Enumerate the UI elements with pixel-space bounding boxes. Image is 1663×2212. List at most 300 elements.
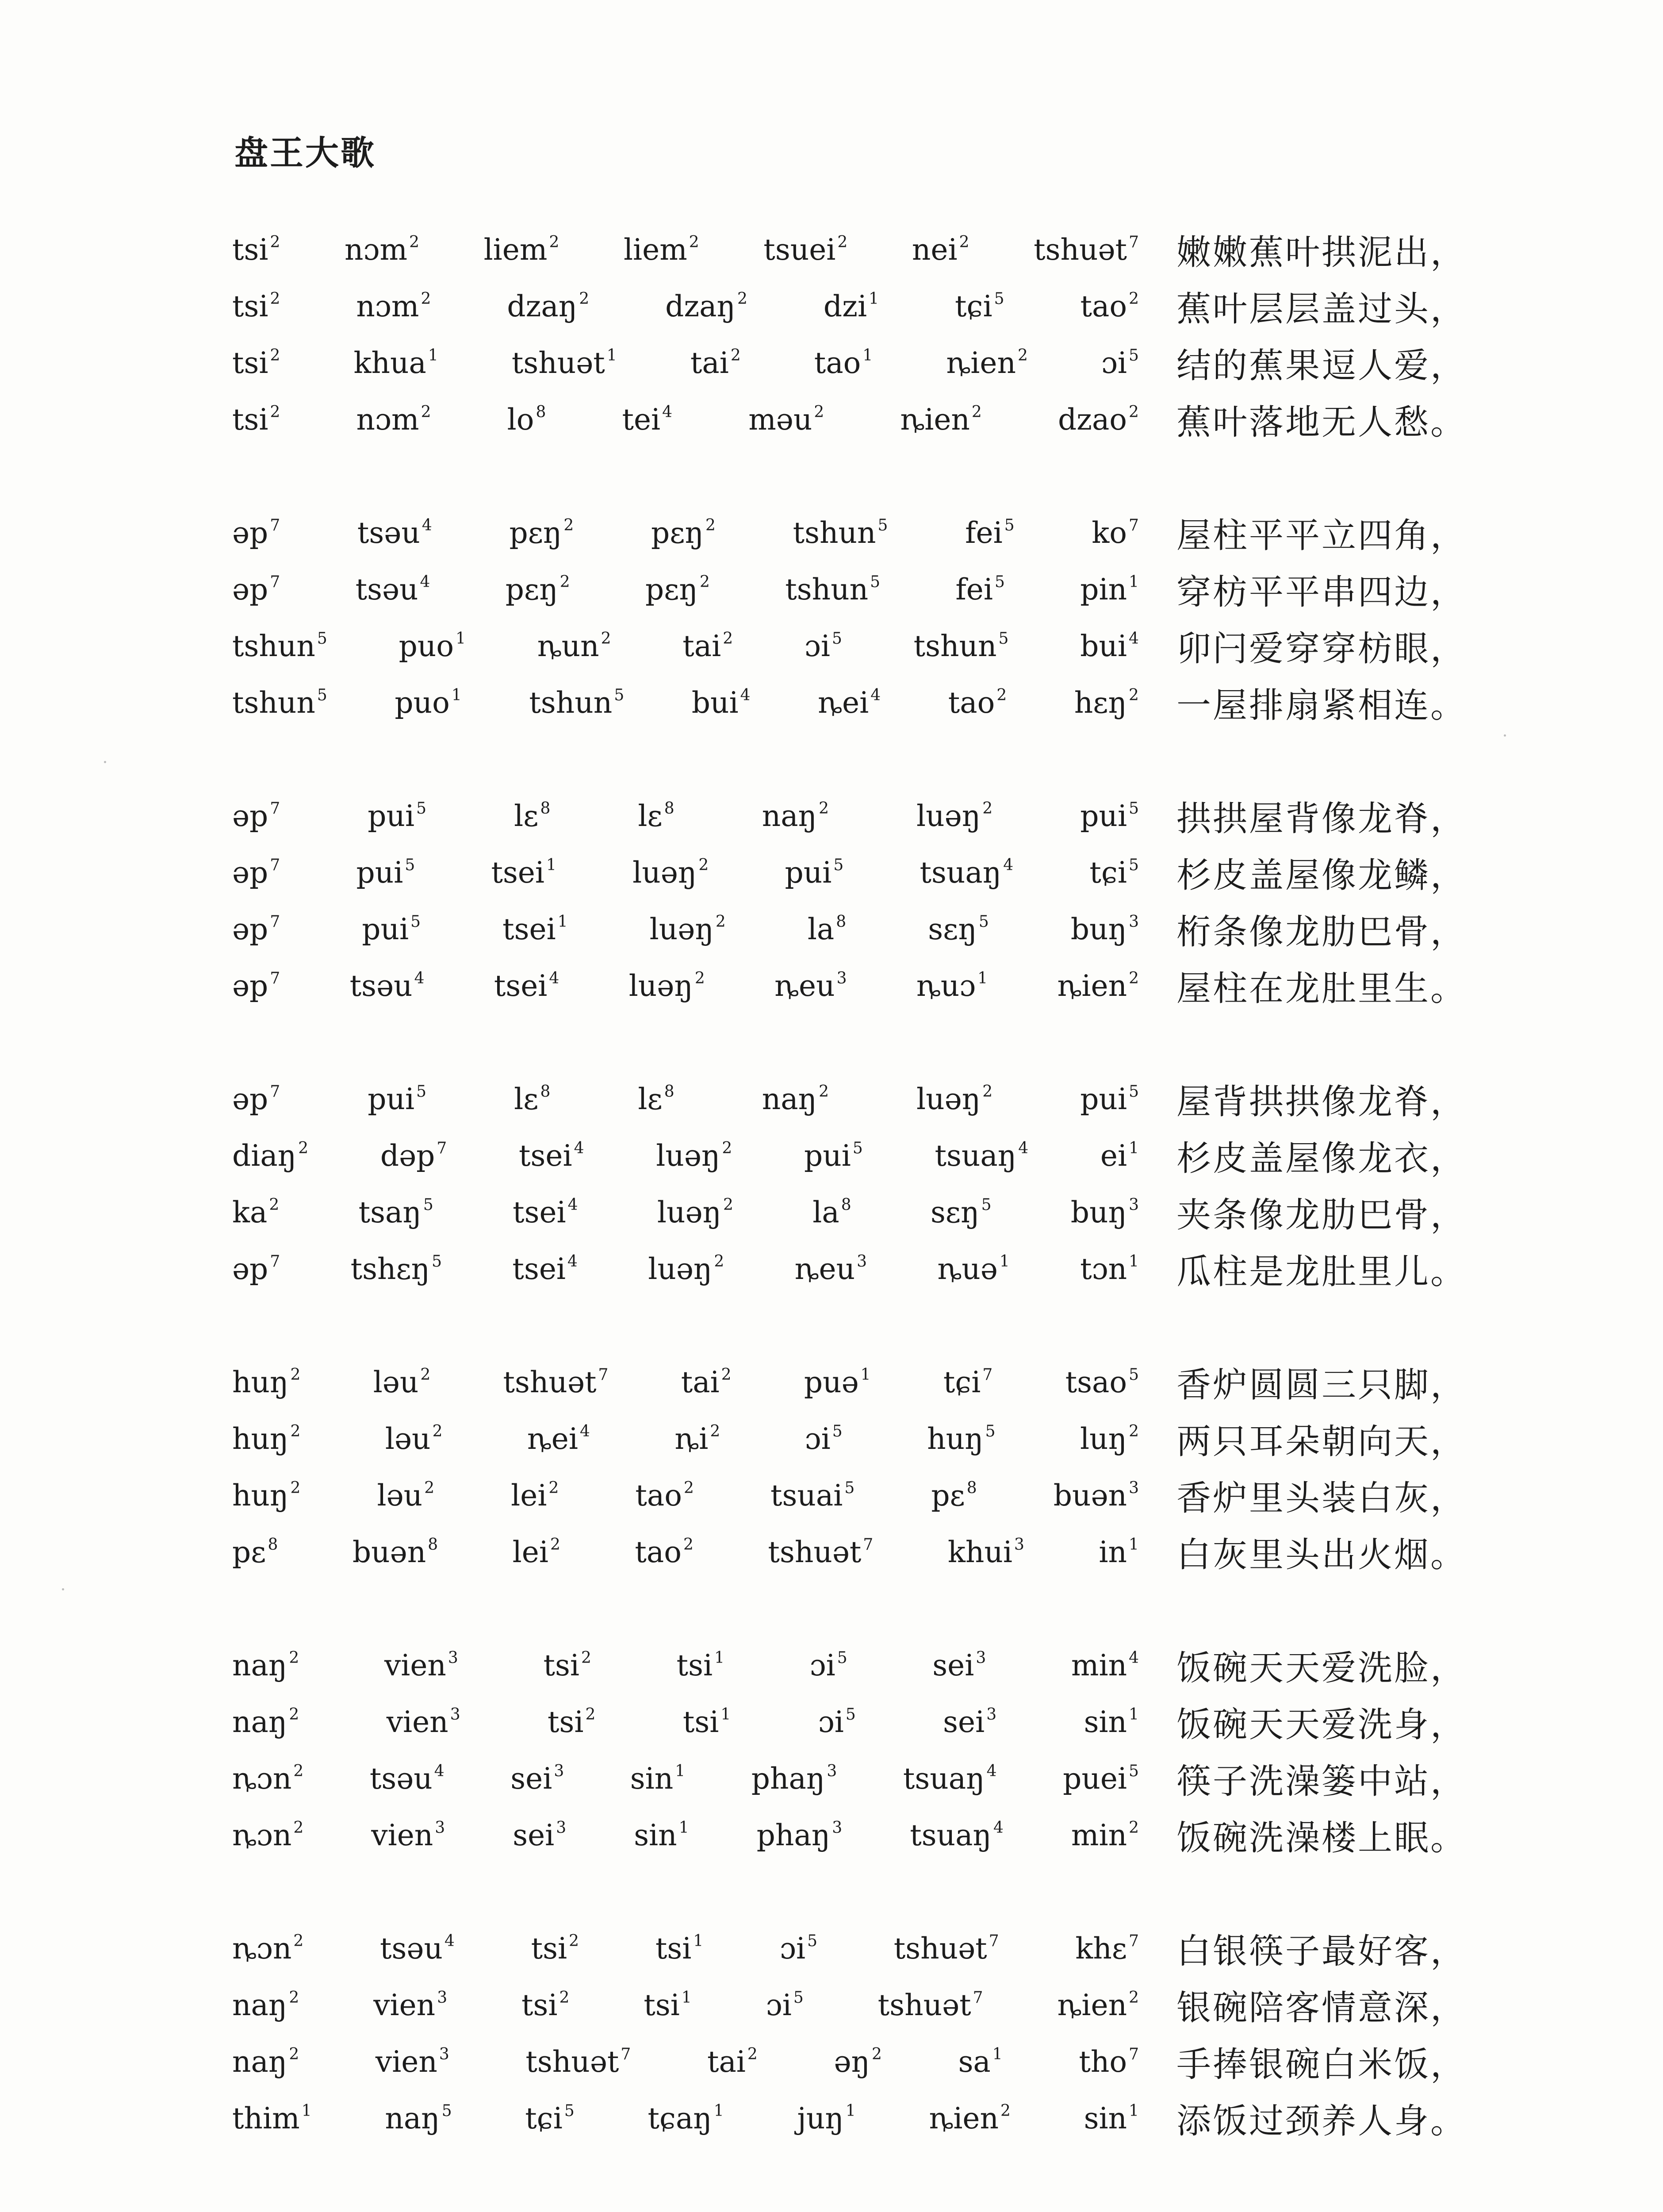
syllable	[805, 629, 842, 663]
syllable-text: ɔi	[805, 1421, 831, 1456]
syllable-text: sin	[1084, 1705, 1127, 1739]
tone-number: 1	[999, 1252, 1010, 1271]
verse-line	[0, 618, 1663, 674]
syllable	[766, 1988, 804, 2022]
syllable	[770, 1479, 854, 1513]
syllable	[232, 1648, 299, 1682]
syllable-text: ȵien	[929, 2101, 999, 2135]
tone-number: 2	[1017, 346, 1028, 365]
tone-number: 1	[869, 289, 879, 308]
syllable-text: sei	[943, 1705, 985, 1739]
syllable-text: diaŋ	[232, 1138, 297, 1173]
tone-number: 7	[973, 1988, 983, 2007]
romanized-line	[232, 1977, 1139, 2033]
tone-number: 1	[681, 1988, 692, 2007]
syllable	[932, 1648, 986, 1682]
chinese-translation: 穿枋平平串四边，	[1176, 572, 1467, 612]
syllable	[632, 856, 709, 890]
romanized-line	[232, 1467, 1139, 1524]
tone-number: 2	[290, 1422, 301, 1440]
verse-line	[0, 1750, 1663, 1807]
syllable	[1080, 629, 1139, 663]
syllable	[774, 969, 847, 1003]
tone-number: 2	[684, 1479, 694, 1497]
syllable	[651, 516, 716, 550]
syllable-text: ləu	[377, 1478, 423, 1513]
tone-number: 2	[1129, 1422, 1139, 1440]
tone-number: 1	[992, 2045, 1003, 2063]
syllable-text: buən	[1053, 1478, 1127, 1513]
syllable-text: lei	[512, 1535, 548, 1569]
tone-number: 3	[437, 1988, 448, 2007]
tone-number: 2	[409, 233, 419, 251]
syllable	[384, 1648, 458, 1682]
syllable-text: in	[1099, 1535, 1127, 1569]
syllable-text: əŋ	[834, 2044, 870, 2079]
syllable-text: tsei	[512, 1252, 566, 1286]
syllable	[232, 1932, 303, 1966]
syllable	[232, 2045, 299, 2079]
syllable-text: tsei	[513, 1195, 566, 1229]
syllable	[665, 289, 747, 323]
tone-number: 1	[675, 1762, 686, 1780]
syllable	[780, 1932, 817, 1966]
syllable-text: liem	[623, 232, 687, 267]
syllable-text: tsi	[548, 1705, 584, 1739]
tone-number: 2	[705, 516, 716, 534]
syllable	[920, 856, 1014, 890]
tone-number: 2	[293, 1762, 304, 1780]
romanized-line	[232, 618, 1139, 674]
syllable	[484, 233, 559, 267]
syllable	[395, 686, 461, 720]
syllable-text: lɛ	[638, 1082, 663, 1116]
tone-number: 2	[723, 1195, 733, 1214]
syllable-text: tsaŋ	[358, 1195, 421, 1229]
syllable	[635, 1535, 694, 1569]
syllable	[514, 799, 550, 833]
tone-number: 4	[421, 516, 432, 534]
verse-line	[0, 1920, 1663, 1977]
romanized-line	[232, 1127, 1139, 1184]
syllable-text: tsi	[682, 1705, 719, 1739]
tone-number: 4	[1018, 1139, 1029, 1157]
syllable	[814, 346, 873, 380]
syllable	[635, 1479, 694, 1513]
syllable-text: tɕi	[525, 2101, 563, 2135]
syllable	[357, 516, 432, 550]
romanized-line	[232, 787, 1139, 844]
tone-number: 2	[1129, 1988, 1139, 2007]
syllable	[494, 969, 559, 1003]
syllable	[351, 1252, 442, 1286]
syllable-text: tsi	[531, 1931, 567, 1966]
syllable	[232, 799, 280, 833]
syllable	[373, 1988, 447, 2022]
syllable-text: ko	[1092, 515, 1127, 550]
tone-number: 5	[405, 856, 415, 874]
tone-number: 2	[1129, 969, 1139, 987]
tone-number: 5	[410, 912, 421, 931]
syllable	[514, 1082, 550, 1116]
chinese-translation: 白银筷子最好客，	[1176, 1932, 1467, 1971]
tone-number: 4	[986, 1762, 997, 1780]
syllable-text: ɔi	[809, 1648, 835, 1682]
tone-number: 3	[836, 969, 847, 987]
tone-number: 1	[451, 686, 462, 704]
tone-number: 4	[870, 686, 881, 704]
syllable-text: bui	[1080, 629, 1127, 663]
syllable-text: la	[812, 1195, 839, 1229]
syllable	[929, 2101, 1010, 2135]
tone-number: 2	[290, 1365, 301, 1384]
syllable	[690, 346, 741, 380]
chinese-translation: 屋柱在龙肚里生。	[1176, 969, 1467, 1009]
tone-number: 2	[420, 1365, 431, 1384]
syllable	[373, 1365, 431, 1399]
syllable-text: fei	[965, 515, 1003, 550]
syllable-text: dzi	[823, 289, 867, 323]
syllable-text: pɛŋ	[645, 572, 698, 607]
tone-number: 7	[270, 1252, 280, 1271]
syllable-text: tsuei	[763, 232, 836, 267]
syllable	[232, 1082, 280, 1116]
tone-number: 1	[456, 629, 466, 648]
syllable-text: tho	[1079, 2044, 1127, 2079]
tone-number: 3	[450, 1705, 460, 1724]
syllable-text: tshun	[232, 685, 315, 720]
tone-number: 5	[1129, 1082, 1139, 1101]
syllable	[1058, 969, 1139, 1003]
syllable-text: tai	[682, 629, 721, 663]
chinese-translation: 筷子洗澡篓中站，	[1176, 1762, 1467, 1801]
syllable-text: naŋ	[762, 1082, 817, 1116]
syllable-text: dzaŋ	[507, 289, 578, 323]
syllable	[232, 1139, 308, 1173]
tone-number: 4	[740, 686, 751, 704]
syllable	[1074, 686, 1139, 720]
chinese-translation: 蕉叶落地无人愁。	[1176, 403, 1467, 442]
syllable	[931, 1479, 977, 1513]
syllable-text: naŋ	[232, 1988, 287, 2022]
tone-number: 2	[723, 629, 733, 648]
chinese-translation: 屋背拱拱像龙脊，	[1176, 1082, 1467, 1122]
syllable	[543, 1648, 591, 1682]
chinese-translation: 拱拱屋背像龙脊，	[1176, 799, 1467, 839]
syllable-text: əp	[232, 1082, 268, 1116]
tone-number: 3	[857, 1252, 867, 1271]
syllable-text: vien	[375, 2044, 437, 2079]
syllable	[356, 289, 431, 323]
syllable-text: məu	[748, 402, 812, 437]
tone-number: 5	[998, 629, 1009, 648]
syllable	[812, 1195, 851, 1229]
syllable-text: naŋ	[762, 799, 817, 833]
syllable-text: tao	[814, 346, 861, 380]
syllable-text: pɛŋ	[509, 515, 562, 550]
syllable	[914, 629, 1009, 663]
syllable	[804, 1365, 871, 1399]
syllable	[692, 686, 751, 720]
syllable	[1092, 516, 1139, 550]
syllable	[506, 572, 570, 607]
tone-number: 3	[1129, 912, 1139, 931]
syllable	[354, 346, 438, 380]
syllable-text: pɛ	[232, 1535, 266, 1569]
tone-number: 8	[540, 1082, 551, 1101]
chinese-translation: 白灰里头出火烟。	[1176, 1535, 1467, 1575]
syllable	[232, 403, 280, 437]
syllable-text: huŋ	[232, 1478, 289, 1513]
syllable	[232, 346, 280, 380]
syllable-text: khua	[353, 346, 426, 380]
syllable	[795, 1252, 867, 1286]
tone-number: 2	[747, 2045, 758, 2063]
chinese-translation: 香炉里头装白灰，	[1176, 1479, 1467, 1518]
syllable	[955, 572, 1005, 607]
tone-number: 8	[836, 912, 847, 931]
syllable-text: ȵien	[1057, 1988, 1127, 2022]
tone-number: 5	[852, 1139, 863, 1157]
tone-number: 5	[832, 629, 842, 648]
scan-speck	[104, 761, 106, 763]
tone-number: 2	[837, 233, 848, 251]
tone-number: 2	[289, 2045, 299, 2063]
syllable	[1054, 1479, 1139, 1513]
tone-number: 5	[614, 686, 625, 704]
verse-line	[0, 1467, 1663, 1524]
tone-number: 1	[1129, 1139, 1139, 1157]
syllable-text: phaŋ	[751, 1761, 825, 1796]
syllable-text: khui	[947, 1535, 1012, 1569]
tone-number: 2	[982, 1082, 993, 1101]
syllable-text: puei	[1063, 1761, 1127, 1796]
romanized-line	[232, 1637, 1139, 1694]
tone-number: 5	[1004, 516, 1015, 534]
tone-number: 2	[1129, 289, 1139, 308]
syllable	[513, 1535, 560, 1569]
tone-number: 4	[579, 1422, 590, 1440]
syllable	[345, 233, 419, 267]
tone-number: 3	[448, 1648, 458, 1667]
syllable-text: lɛ	[514, 799, 539, 833]
syllable	[502, 912, 567, 946]
romanized-line	[232, 221, 1139, 278]
syllable	[955, 289, 1004, 323]
syllable	[1089, 856, 1139, 890]
syllable-text: tei	[622, 402, 661, 437]
tone-number: 1	[606, 346, 617, 365]
tone-number: 1	[714, 1648, 724, 1667]
syllable-text: əp	[232, 572, 268, 607]
syllable	[622, 403, 672, 437]
verse-line	[0, 391, 1663, 448]
syllable-text: tsei	[491, 855, 545, 890]
syllable	[511, 1479, 559, 1513]
syllable-text: sei	[510, 1761, 552, 1796]
syllable	[900, 403, 981, 437]
verse-line	[0, 901, 1663, 957]
syllable-text: puə	[804, 1365, 859, 1399]
syllable	[368, 1082, 426, 1116]
syllable-text: tsuaŋ	[903, 1761, 985, 1796]
tone-number: 1	[301, 2101, 312, 2120]
tone-number: 8	[966, 1479, 977, 1497]
tone-number: 5	[1129, 1365, 1139, 1384]
syllable	[232, 629, 327, 663]
tone-number: 5	[985, 1422, 996, 1440]
syllable-text: luəŋ	[628, 968, 693, 1003]
tone-number: 1	[546, 856, 556, 874]
syllable	[656, 1139, 732, 1173]
syllable	[509, 516, 574, 550]
syllable-text: nei	[912, 232, 958, 267]
syllable	[674, 1422, 720, 1456]
romanized-line	[232, 1524, 1139, 1580]
syllable-text: naŋ	[232, 1705, 287, 1739]
romanized-line	[232, 2090, 1139, 2147]
tone-number: 2	[579, 289, 590, 308]
syllable	[371, 1818, 445, 1852]
syllable-text: ȵeu	[774, 968, 835, 1003]
syllable-text: lo	[507, 402, 534, 437]
tone-number: 5	[833, 856, 844, 874]
syllable-text: lɛ	[638, 799, 663, 833]
syllable	[380, 1139, 447, 1173]
syllable	[629, 969, 705, 1003]
tone-number: 5	[1129, 856, 1139, 874]
tone-number: 2	[424, 1479, 435, 1497]
scan-speck	[1504, 734, 1506, 737]
syllable-text: tai	[681, 1365, 720, 1399]
syllable-text: tsəu	[349, 968, 413, 1003]
verse-line	[0, 1694, 1663, 1750]
syllable-text: pin	[1080, 572, 1127, 607]
tone-number: 7	[863, 1535, 874, 1554]
syllable	[491, 856, 556, 890]
chinese-translation: 杉皮盖屋像龙衣，	[1176, 1139, 1467, 1179]
syllable-text: ȵi	[674, 1421, 709, 1456]
syllable-text: buən	[352, 1535, 426, 1569]
syllable-text: luəŋ	[916, 799, 981, 833]
syllable-text: əp	[232, 968, 268, 1003]
syllable-text: huŋ	[927, 1421, 984, 1456]
syllable-text: pui	[1080, 1082, 1127, 1116]
tone-number: 3	[1014, 1535, 1024, 1554]
syllable	[768, 1535, 873, 1569]
tone-number: 1	[977, 969, 988, 987]
tone-number: 3	[556, 1818, 567, 1837]
syllable	[1100, 1139, 1139, 1173]
syllable	[965, 516, 1015, 550]
syllable-text: sei	[932, 1648, 974, 1682]
tone-number: 8	[664, 1082, 674, 1101]
syllable	[818, 686, 881, 720]
verse-line	[0, 1410, 1663, 1467]
syllable	[350, 969, 425, 1003]
syllable-text: tshuət	[768, 1535, 862, 1569]
tone-number: 5	[981, 1195, 992, 1214]
syllable-text: sei	[513, 1818, 555, 1852]
tone-number: 5	[317, 686, 327, 704]
syllable	[903, 1762, 997, 1796]
syllable-text: ɔi	[766, 1988, 792, 2022]
tone-number: 8	[540, 799, 551, 818]
syllable	[655, 1932, 703, 1966]
tone-number: 2	[269, 1195, 280, 1214]
tone-number: 4	[444, 1932, 455, 1950]
chinese-translation: 一屋排扇紧相连。	[1176, 686, 1467, 726]
syllable	[513, 1818, 566, 1852]
romanized-line	[232, 1920, 1139, 1977]
syllable	[683, 1705, 731, 1739]
syllable	[928, 912, 989, 946]
syllable	[648, 1252, 724, 1286]
syllable	[232, 1479, 300, 1513]
tone-number: 4	[420, 572, 430, 591]
tone-number: 2	[698, 856, 709, 874]
chinese-translation: 香炉圆圆三只脚，	[1176, 1365, 1467, 1405]
tone-number: 7	[270, 516, 280, 534]
tone-number: 4	[567, 1252, 578, 1271]
chinese-translation: 卯闩爱穿穿枋眼，	[1176, 629, 1467, 669]
chinese-translation: 蕉叶层层盖过头，	[1176, 289, 1467, 329]
tone-number: 2	[721, 1365, 732, 1384]
syllable	[513, 1195, 578, 1229]
tone-number: 2	[270, 403, 280, 421]
syllable	[948, 1535, 1024, 1569]
tone-number: 4	[567, 1195, 578, 1214]
syllable	[931, 1195, 991, 1229]
tone-number: 8	[841, 1195, 851, 1214]
tone-number: 2	[715, 912, 726, 931]
verse-line	[0, 1524, 1663, 1580]
tone-number: 1	[845, 2101, 856, 2120]
tone-number: 2	[872, 2045, 882, 2063]
syllable	[232, 856, 280, 890]
syllable-text: tsei	[519, 1138, 572, 1173]
syllable	[634, 1818, 689, 1852]
syllable-text: əp	[232, 912, 268, 946]
syllable	[638, 1082, 674, 1116]
syllable	[232, 1762, 303, 1796]
tone-number: 2	[694, 969, 705, 987]
syllable-text: pui	[804, 1138, 851, 1173]
syllable	[650, 912, 726, 946]
syllable-text: pui	[368, 799, 415, 833]
syllable	[785, 856, 844, 890]
syllable-text: tao	[948, 685, 995, 720]
syllable-text: tsəu	[380, 1931, 443, 1966]
syllable-text: ȵɔn	[232, 1761, 292, 1796]
tone-number: 2	[559, 572, 570, 591]
syllable	[1058, 403, 1139, 437]
syllable-text: tsei	[494, 968, 548, 1003]
tone-number: 5	[994, 572, 1005, 591]
syllable	[232, 1988, 299, 2022]
syllable	[1084, 1705, 1139, 1739]
tone-number: 5	[441, 2101, 452, 2120]
syllable-text: tɕi	[954, 289, 992, 323]
syllable-text: əp	[232, 855, 268, 890]
syllable	[548, 1705, 595, 1739]
syllable-text: pɛŋ	[651, 515, 704, 550]
syllable	[376, 2045, 449, 2079]
syllable-text: tshuət	[503, 1365, 597, 1399]
syllable	[356, 572, 430, 607]
syllable	[624, 233, 699, 267]
verse-line	[0, 787, 1663, 844]
